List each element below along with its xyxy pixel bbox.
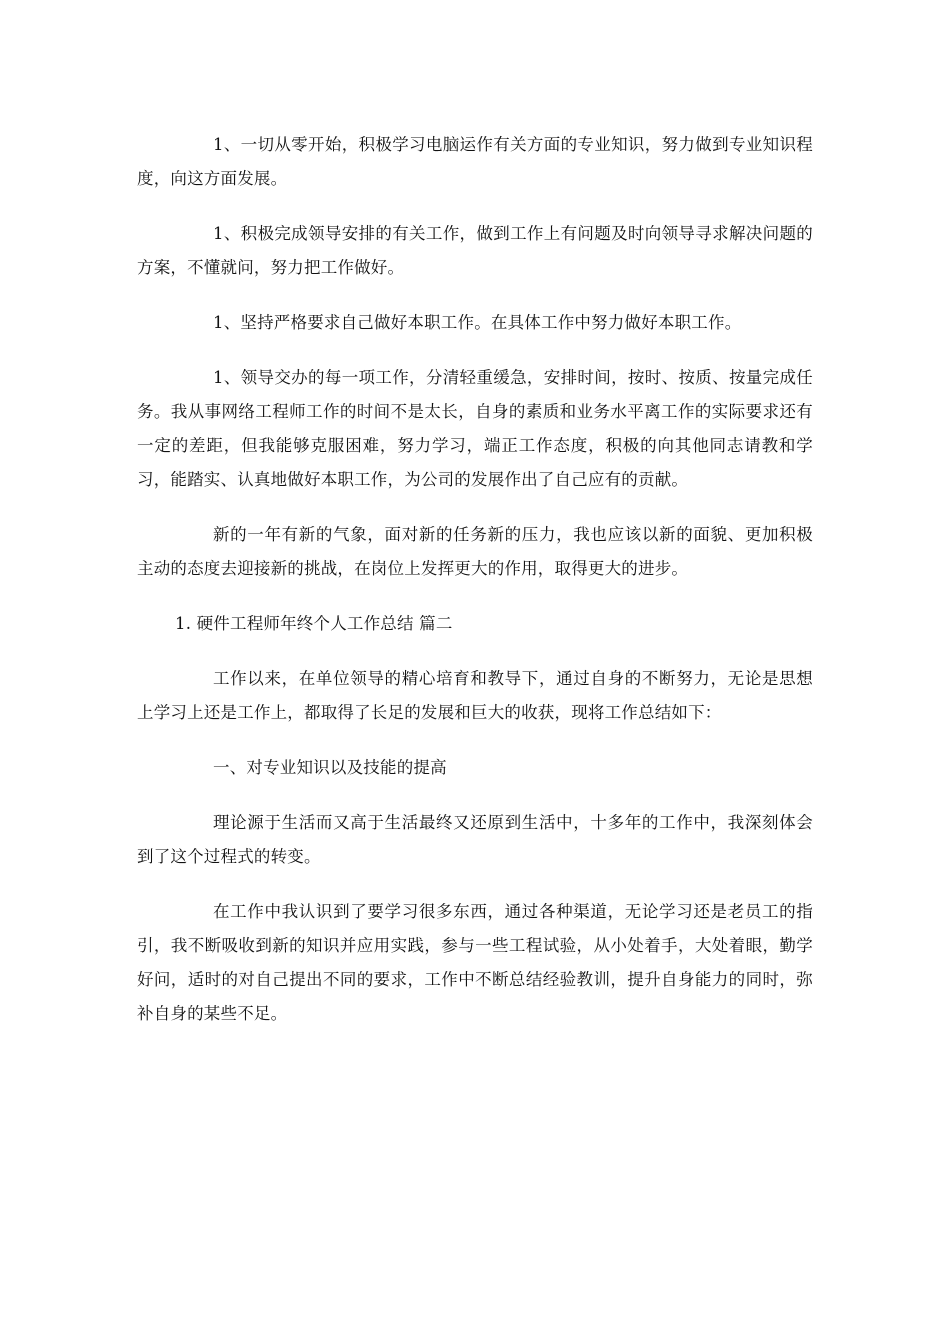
- section-heading: 1. 硬件工程师年终个人工作总结 篇二: [175, 614, 453, 633]
- paragraph-complete-tasks: 1、积极完成领导安排的有关工作，做到工作上有问题及时向领导寻求解决问题的方案，不懂就问，努力把工作做好。: [137, 224, 813, 277]
- paragraph-strict-requirements: 1、坚持严格要求自己做好本职工作。在具体工作中努力做好本职工作。: [213, 313, 742, 332]
- paragraph-learn-computer: 1、一切从零开始，积极学习电脑运作有关方面的专业知识，努力做到专业知识程度，向这方面发展。: [137, 135, 813, 188]
- document-page: [137, 128, 813, 1052]
- paragraph-leader-assignments: 1、领导交办的每一项工作，分清轻重缓急，安排时间，按时、按质、按量完成任务。我从事网络工程师工作的时间不是太长，自身的素质和业务水平离工作的实际要求还有一定的差距，但我能够克服困难，努力学习，端正工作态度，积极的向其他同志请教和学习，能踏实、认真地做好本职工作，为公司的发展作出了自己应有的贡献。: [137, 368, 813, 489]
- paragraph-new-year: 新的一年有新的气象，面对新的任务新的压力，我也应该以新的面貌、更加积极主动的态度去迎接新的挑战，在岗位上发挥更大的作用，取得更大的进步。: [137, 525, 813, 578]
- paragraph-intro: 工作以来，在单位领导的精心培育和教导下，通过自身的不断努力，无论是思想上学习上还是工作上，都取得了长足的发展和巨大的收获，现将工作总结如下：: [137, 669, 813, 722]
- subheading-professional-skills: 一、对专业知识以及技能的提高: [213, 758, 447, 777]
- paragraph-learning: 在工作中我认识到了要学习很多东西，通过各种渠道，无论学习还是老员工的指引，我不断吸收到新的知识并应用实践，参与一些工程试验，从小处着手，大处着眼，勤学好问，适时的对自己提出不同的要求，工作中不断总结经验教训，提升自身能力的同时，弥补自身的某些不足。: [137, 902, 813, 1023]
- paragraph-theory: 理论源于生活而又高于生活最终又还原到生活中，十多年的工作中，我深刻体会到了这个过程式的转变。: [137, 813, 813, 866]
